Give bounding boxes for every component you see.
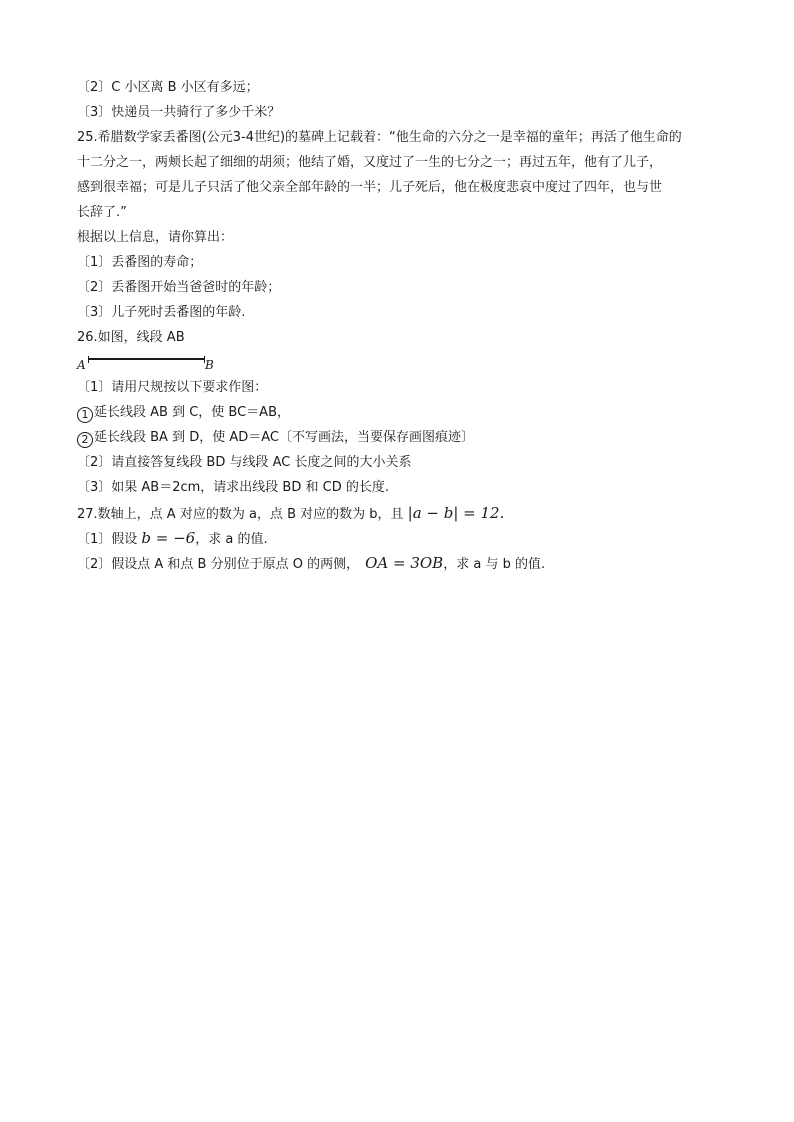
q25-line1: 25.希腊数学家丢番图(公元3-4世纪)的墓碑上记载着：“他生命的六分之一是幸福的童年；再活了他生命的 bbox=[77, 130, 682, 145]
q25-line2: 十二分之一，两颊长起了细细的胡须；他结了婚，又度过了一生的七分之一；再过五年，他有了儿子， bbox=[77, 155, 663, 170]
segment-label-b: B bbox=[205, 358, 214, 372]
q27-sub1-pre: 〔1〕假设 bbox=[77, 532, 142, 547]
segment-label-a: A bbox=[77, 358, 86, 372]
q26-step2-text: 延长线段 BA 到 D，使 AD＝AC〔不写画法，当要保存画图痕迹〕 bbox=[94, 430, 474, 445]
q26-sub3: 〔3〕如果 AB＝2cm，请求出线段 BD 和 CD 的长度. bbox=[77, 480, 389, 495]
q27-sub1 bbox=[77, 530, 268, 548]
segment-ab-line bbox=[88, 358, 205, 360]
q27-stem bbox=[77, 505, 504, 523]
q27-stem-formula: |a − b| = 12. bbox=[407, 504, 505, 522]
q27-sub2-formula: OA = 3OB bbox=[365, 554, 444, 572]
q26-step1-text: 延长线段 AB 到 C，使 BC＝AB， bbox=[94, 405, 290, 420]
q26-stem: 26.如图，线段 AB bbox=[77, 330, 185, 345]
q26-sub2: 〔2〕请直接答复线段 BD 与线段 AC 长度之间的大小关系 bbox=[77, 455, 412, 470]
q25-sub1: 〔1〕丢番图的寿命； bbox=[77, 255, 203, 270]
circled-number-2: 2 bbox=[77, 432, 93, 448]
segment-ab-figure bbox=[77, 356, 217, 374]
q25-sub2: 〔2〕丢番图开始当爸爸时的年龄； bbox=[77, 280, 281, 295]
q26-step2 bbox=[77, 430, 474, 448]
q27-sub1-post: ，求 a 的值. bbox=[195, 532, 268, 547]
q27-stem-text: 27.数轴上，点 A 对应的数为 a，点 B 对应的数为 b，且 bbox=[77, 507, 408, 522]
q24-sub3: 〔3〕快递员一共骑行了多少千米？ bbox=[77, 105, 281, 120]
q27-sub2 bbox=[77, 555, 545, 573]
q26-sub1: 〔1〕请用尺规按以下要求作图： bbox=[77, 380, 268, 395]
q25-line3: 感到很幸福；可是儿子只活了他父亲全部年龄的一半；儿子死后，他在极度悲哀中度过了四年，也与世 bbox=[77, 180, 663, 195]
q27-sub2-post: ，求 a 与 b 的值. bbox=[443, 557, 546, 572]
q25-line4: 长辞了.” bbox=[77, 205, 127, 220]
q27-sub1-formula: b = −6 bbox=[141, 529, 196, 547]
segment-a-endpoint bbox=[88, 356, 89, 363]
q25-intro: 根据以上信息，请你算出： bbox=[77, 230, 234, 245]
q27-sub2-pre: 〔2〕假设点 A 和点 B 分别位于原点 O 的两侧， bbox=[77, 557, 360, 572]
q26-step1 bbox=[77, 405, 290, 423]
q24-sub2: 〔2〕C 小区离 B 小区有多远； bbox=[77, 80, 259, 95]
circled-number-1: 1 bbox=[77, 407, 93, 423]
q25-sub3: 〔3〕儿子死时丢番图的年龄. bbox=[77, 305, 246, 320]
